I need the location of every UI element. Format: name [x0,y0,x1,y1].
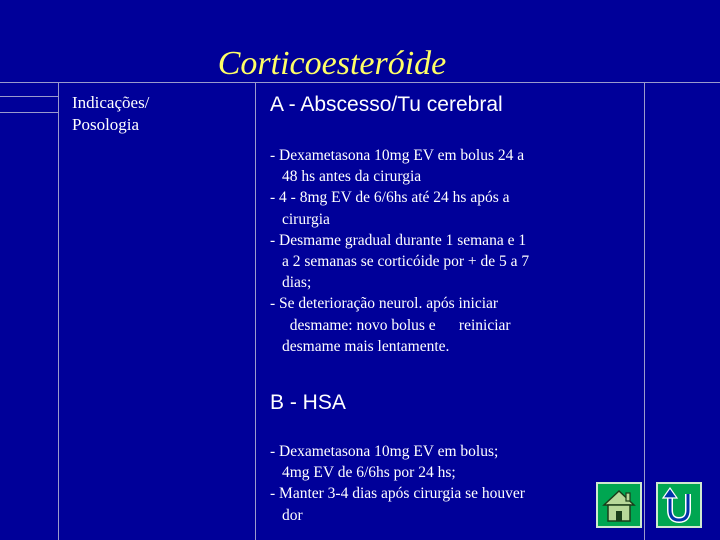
section-b-heading: B - HSA [270,391,346,414]
row-rule [0,96,58,97]
text-line: - Desmame gradual durante 1 semana e 1 [270,231,527,249]
table-right-border [644,82,645,540]
text-line: - Se deterioração neurol. após iniciar [270,295,499,313]
text-line: dias; [282,274,312,292]
text-line: - Manter 3-4 dias após cirurgia se houver [270,485,525,503]
section-b-body [270,441,610,526]
home-icon [598,484,640,526]
text-line: cirurgia [282,210,330,228]
slide-title: Corticoesteróide [217,45,447,82]
table-left-border [58,82,59,540]
indicacoes-label [72,92,149,136]
section-a-heading: A - Abscesso/Tu cerebral [270,93,503,116]
table-top-border [0,82,720,83]
text-line: 48 hs antes da cirurgia [282,168,422,186]
text-line: - 4 - 8mg EV de 6/6hs até 24 hs após a [270,189,510,207]
text-line: - Dexametasona 10mg EV em bolus; [270,443,499,460]
text-line: dor [282,506,303,524]
table-column-divider [255,82,256,540]
row-rule [0,112,58,113]
text-line: a 2 semanas se corticóide por + de 5 a 7 [282,253,530,271]
section-a-body [270,145,610,357]
text-line: desmame mais lentamente. [282,337,450,355]
text-line: - Dexametasona 10mg EV em bolus 24 a [270,147,525,164]
return-button[interactable] [656,482,702,528]
text-line: 4mg EV de 6/6hs por 24 hs; [282,464,456,482]
text-line: desmame: novo bolus e reiniciar [282,316,511,334]
u-turn-return-icon [658,484,700,526]
label-line: Posologia [72,115,140,134]
label-line: Indicações/ [72,93,150,112]
home-button[interactable] [596,482,642,528]
